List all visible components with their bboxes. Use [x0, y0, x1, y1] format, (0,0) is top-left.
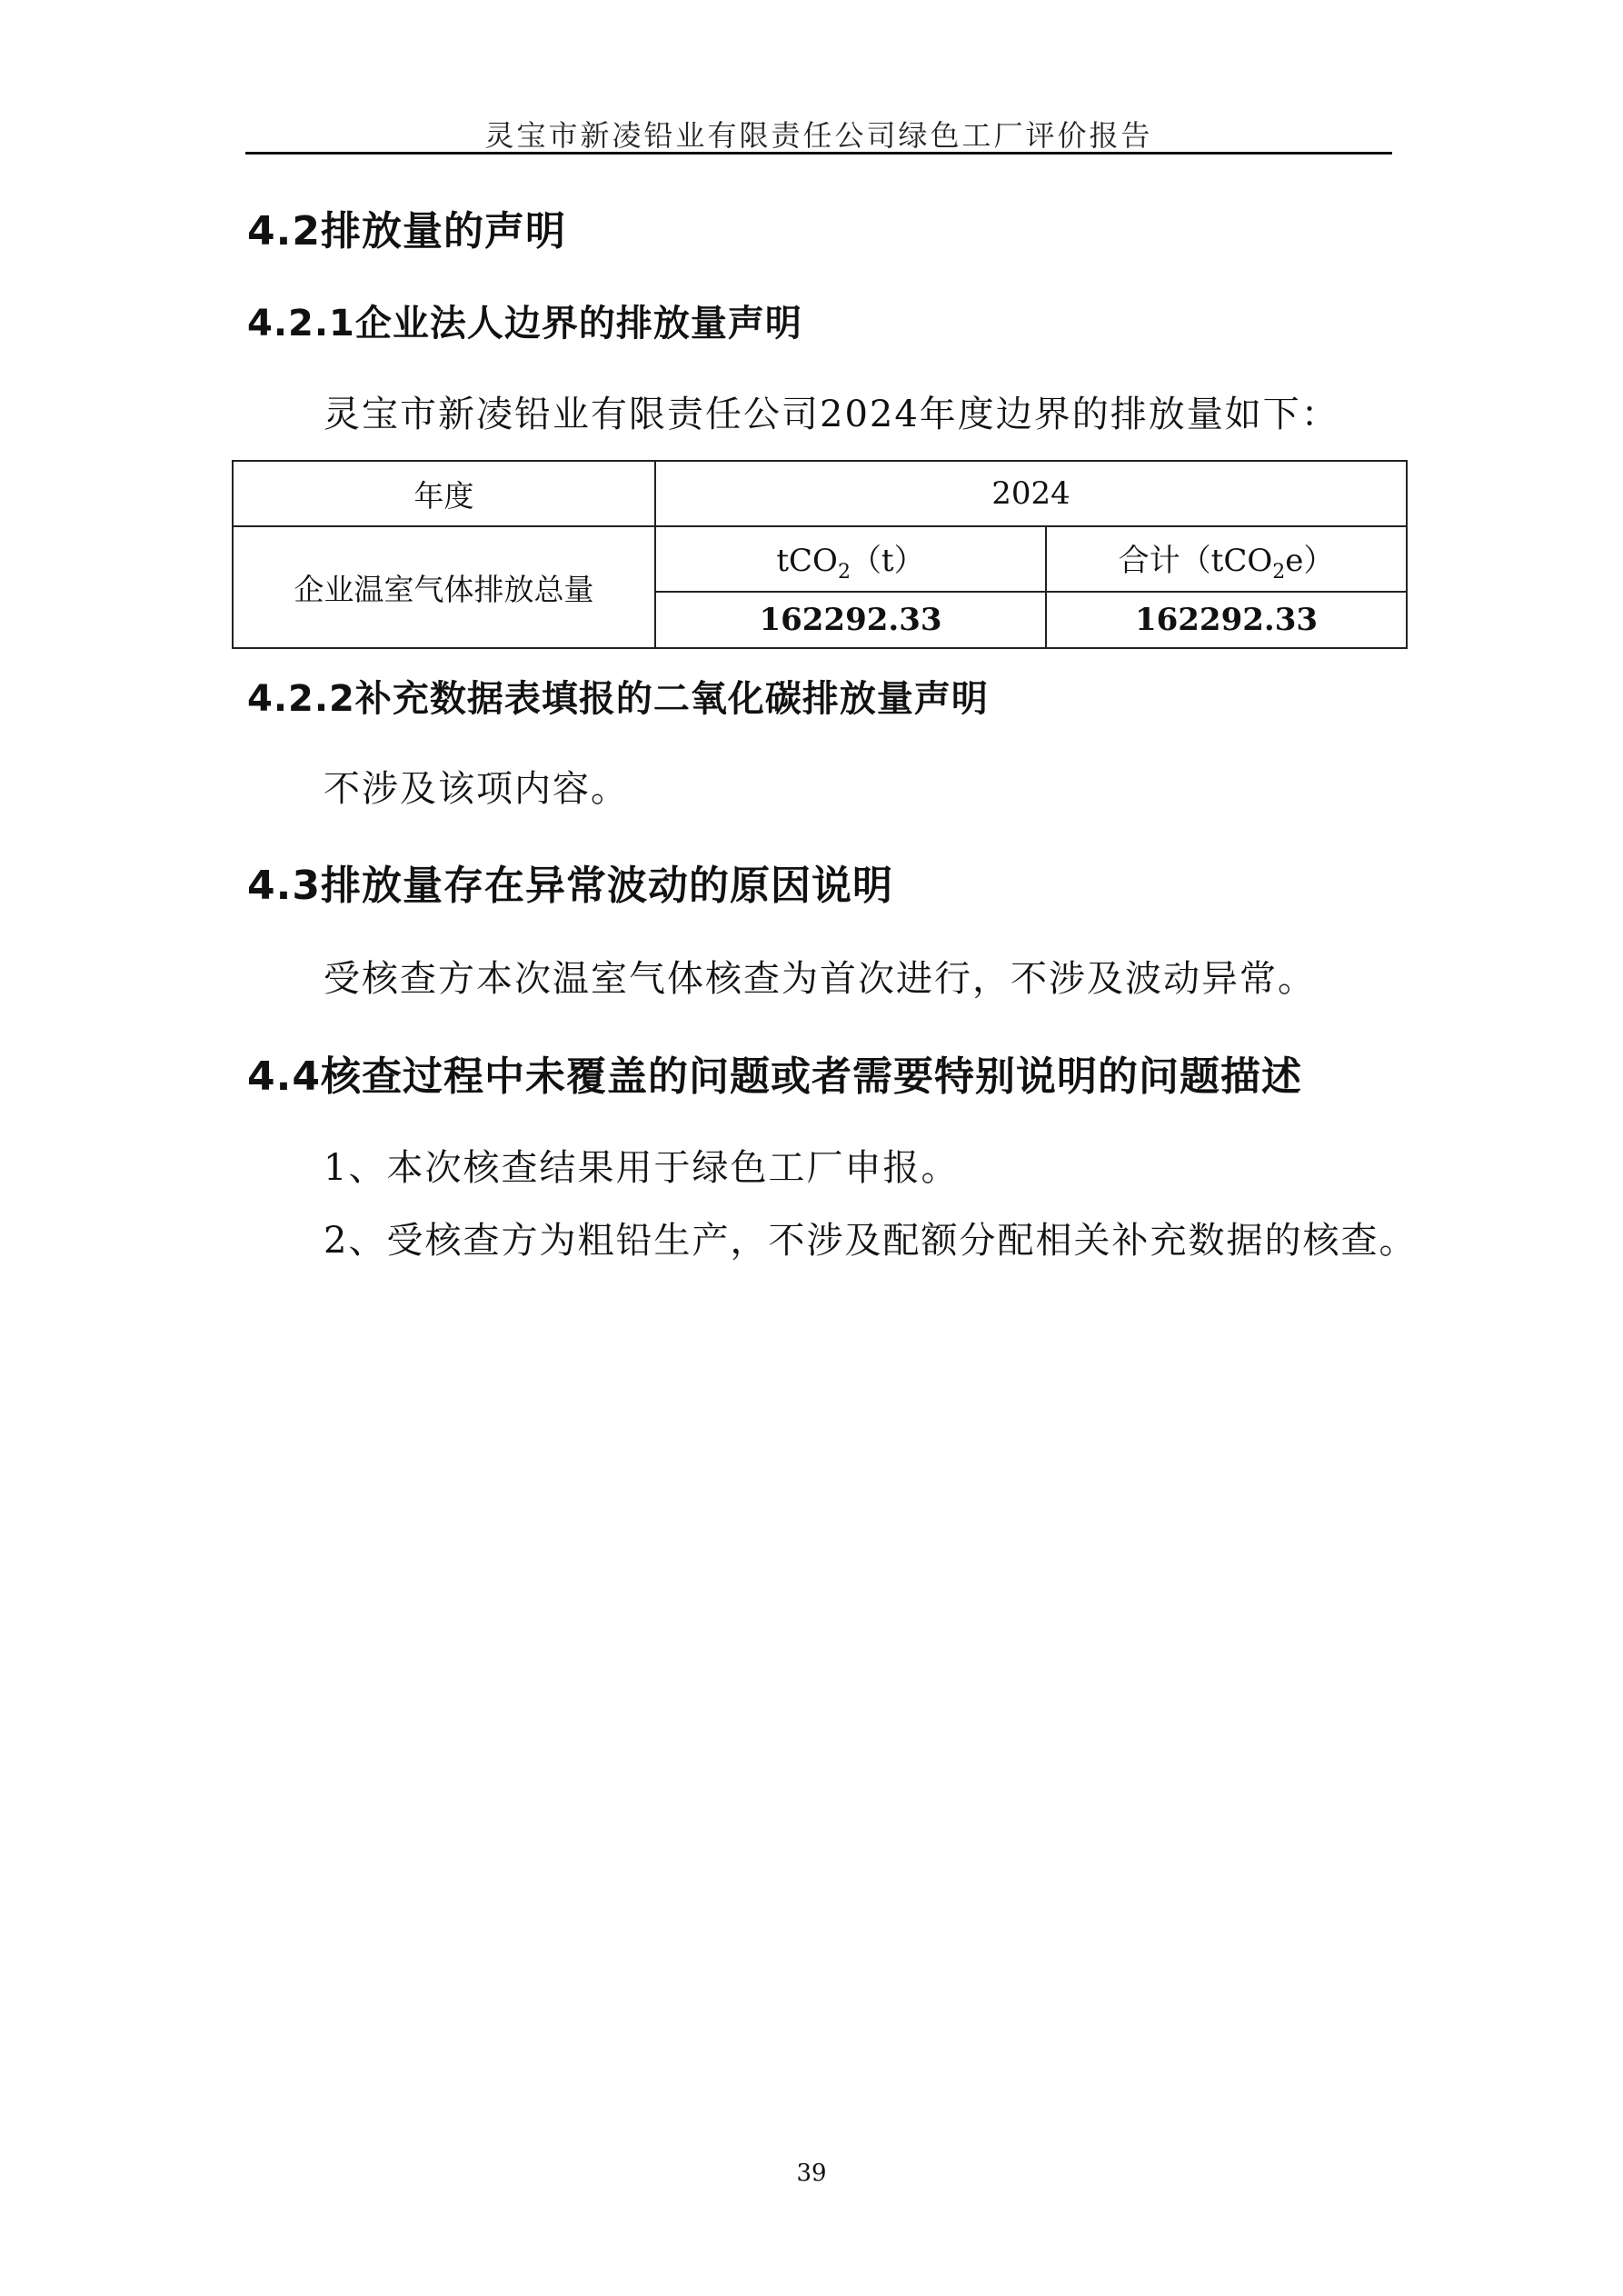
page-number: 39	[796, 2160, 827, 2187]
tco2-header-subscript: 2	[837, 560, 851, 584]
year-label-cell: 年度	[233, 461, 655, 526]
total-tco2e-header-cell	[1046, 526, 1407, 592]
total-header-suffix: e）	[1285, 542, 1335, 579]
total-tco2e-value-cell: 162292.33	[1046, 592, 1407, 648]
tco2-value-cell: 162292.33	[655, 592, 1046, 648]
header-divider	[245, 152, 1392, 155]
section-4-2-1-intro: 灵宝市新凌铅业有限责任公司2024年度边界的排放量如下：	[324, 394, 1339, 435]
section-4-2-2-text: 不涉及该项内容。	[324, 768, 629, 810]
list-item: 1、本次核查结果用于绿色工厂申报。	[324, 1147, 960, 1189]
document-header: 灵宝市新凌铅业有限责任公司绿色工厂评价报告	[484, 118, 1153, 153]
section-4-2-1-heading: 4.2.1企业法人边界的排放量声明	[247, 303, 802, 344]
section-4-2-heading: 4.2排放量的声明	[247, 208, 566, 255]
table-row	[233, 526, 1407, 592]
tco2-header-cell	[655, 526, 1046, 592]
section-4-4-heading: 4.4核查过程中未覆盖的问题或者需要特别说明的问题描述	[247, 1053, 1302, 1100]
list-item: 2、受核查方为粗铅生产，不涉及配额分配相关补充数据的核查。	[324, 1220, 1418, 1262]
total-header-prefix: 合计（tCO	[1118, 542, 1273, 579]
section-4-2-2-heading: 4.2.2补充数据表填报的二氧化碳排放量声明	[247, 678, 989, 720]
section-4-3-heading: 4.3排放量存在异常波动的原因说明	[247, 863, 893, 909]
section-4-3-text: 受核查方本次温室气体核查为首次进行，不涉及波动异常。	[324, 958, 1316, 1000]
tco2-header-suffix: （t）	[850, 542, 925, 579]
year-value-cell: 2024	[655, 461, 1407, 526]
total-header-subscript: 2	[1272, 560, 1286, 584]
total-emissions-label-cell: 企业温室气体排放总量	[233, 526, 655, 648]
table-row	[233, 461, 1407, 526]
tco2-header-prefix: tCO	[776, 542, 838, 579]
emissions-table	[232, 460, 1408, 649]
